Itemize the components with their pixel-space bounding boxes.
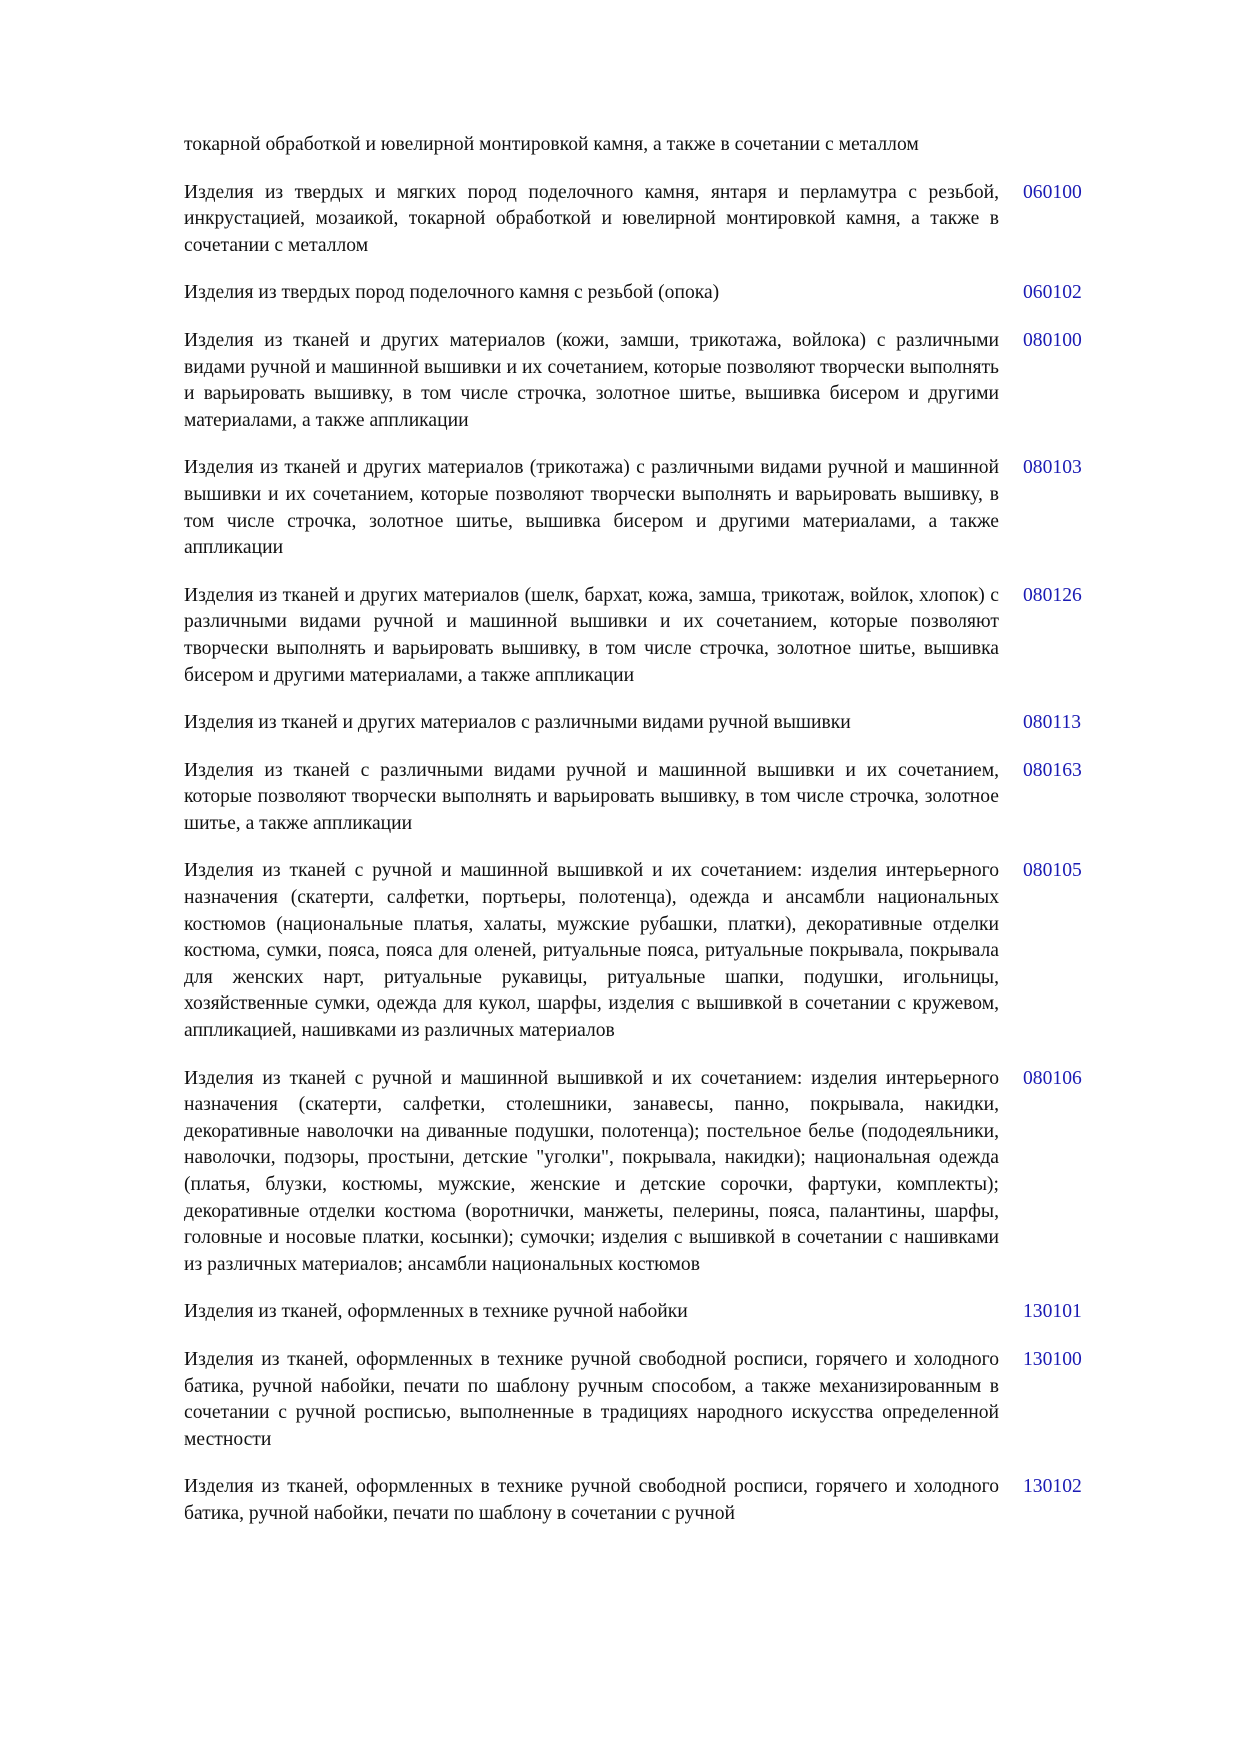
entry-code-link[interactable]: 080126 — [1023, 584, 1082, 606]
list-item — [184, 1299, 1102, 1326]
entry-code-link[interactable]: 130100 — [1023, 1348, 1082, 1370]
entry-code-link[interactable]: 080105 — [1023, 860, 1082, 882]
list-item — [184, 858, 1102, 1044]
list-item — [184, 1066, 1102, 1279]
list-item — [184, 1347, 1102, 1453]
entry-description: Изделия из тканей и других материалов (шелк, бархат, кожа, замша, трикотаж, войлок, хлопок) с различными видами ручной и машинной вышивки и их сочетанием, которые позволяют творчески выполнять и варьировать вышивку, в том числе строчка, золотное шитье, вышивка бисером и другими материалами, а также аппликации — [184, 584, 999, 686]
list-item — [184, 758, 1102, 838]
entry-description: Изделия из тканей и других материалов с различными видами ручной вышивки — [184, 712, 851, 734]
list-item — [184, 132, 1102, 159]
entry-description: Изделия из тканей с ручной и машинной вышивкой и их сочетанием: изделия интерьерного назначения (скатерти, салфетки, столешники, занавесы, панно, покрывала, накидки, декоративные наволочки на диванные подушки, полотенца); постельное белье (пододеяльники, наволочки, подзоры, простыни, детские "уголки", покрывала, накидки); национальная одежда (платья, блузки, костюмы, мужские, женские и детские сорочки, фартуки, комплекты); декоративные отделки костюма (воротнички, манжеты, пелерины, пояса, палантины, шарфы, головные и носовые платки, косынки); сумочки; изделия с вышивкой в сочетании с нашивками из различных материалов; ансамбли национальных костюмов — [184, 1067, 999, 1275]
entry-description: Изделия из тканей с ручной и машинной вышивкой и их сочетанием: изделия интерьерного назначения (скатерти, салфетки, портьеры, полотенца), одежда и ансамбли национальных костюмов (национальные платья, халаты, мужские рубашки, платки), декоративные отделки костюма, сумки, пояса, пояса для оленей, ритуальные пояса, ритуальные покрывала, покрывала для женских нарт, ритуальные рукавицы, ритуальные шапки, подушки, игольницы, хозяйственные сумки, одежда для кукол, шарфы, изделия с вышивкой в сочетании с кружевом, аппликацией, нашивками из различных материалов — [184, 860, 999, 1042]
list-item — [184, 280, 1102, 307]
list-item — [184, 328, 1102, 434]
document-body — [184, 132, 1102, 1549]
entry-description: Изделия из твердых и мягких пород поделочного камня, янтаря и перламутра с резьбой, инкрустацией, мозаикой, токарной обработкой и ювелирной монтировкой камня, а также в сочетании с металлом — [184, 181, 999, 256]
list-item — [184, 583, 1102, 689]
list-item — [184, 180, 1102, 260]
entry-code-link[interactable]: 130102 — [1023, 1476, 1082, 1498]
entry-description: токарной обработкой и ювелирной монтировкой камня, а также в сочетании с металлом — [184, 134, 919, 155]
entry-description: Изделия из тканей и других материалов (трикотажа) с различными видами ручной и машинной вышивки и их сочетанием, которые позволяют творчески выполнять и варьировать вышивку, в том числе строчка, золотное шитье, вышивка бисером и другими материалами, а также аппликации — [184, 457, 999, 559]
entry-code-link[interactable]: 080103 — [1023, 457, 1082, 479]
entry-code-link[interactable]: 130101 — [1023, 1301, 1082, 1323]
entry-description: Изделия из тканей, оформленных в технике ручной набойки — [184, 1301, 688, 1323]
entry-code-link[interactable]: 080113 — [1023, 712, 1082, 734]
entry-description: Изделия из тканей, оформленных в технике ручной свободной росписи, горячего и холодного батика, ручной набойки, печати по шаблону ручным способом, а также механизированным в сочетании с ручной росписью, выполненные в традициях народного искусства определенной местности — [184, 1348, 999, 1450]
entry-description: Изделия из твердых пород поделочного камня с резьбой (опока) — [184, 282, 720, 304]
entry-code-link[interactable]: 080106 — [1023, 1067, 1082, 1089]
list-item — [184, 1474, 1102, 1527]
entry-code-link[interactable]: 060100 — [1023, 181, 1082, 203]
entry-code-link[interactable]: 080163 — [1023, 759, 1082, 781]
entry-description: Изделия из тканей, оформленных в технике ручной свободной росписи, горячего и холодного батика, ручной набойки, печати по шаблону в сочетании с ручной — [184, 1476, 999, 1524]
entry-code-link[interactable]: 060102 — [1023, 282, 1082, 304]
list-item — [184, 710, 1102, 737]
entry-description: Изделия из тканей с различными видами ручной и машинной вышивки и их сочетанием, которые позволяют творчески выполнять и варьировать вышивку, в том числе строчка, золотное шитье, а также аппликации — [184, 759, 999, 834]
list-item — [184, 455, 1102, 561]
entry-code-link[interactable]: 080100 — [1023, 329, 1082, 351]
entry-description: Изделия из тканей и других материалов (кожи, замши, трикотажа, войлока) с различными видами ручной и машинной вышивки и их сочетанием, которые позволяют творчески выполнять и варьировать вышивку, в том числе строчка, золотное шитье, вышивка бисером и другими материалами, а также аппликации — [184, 329, 999, 431]
